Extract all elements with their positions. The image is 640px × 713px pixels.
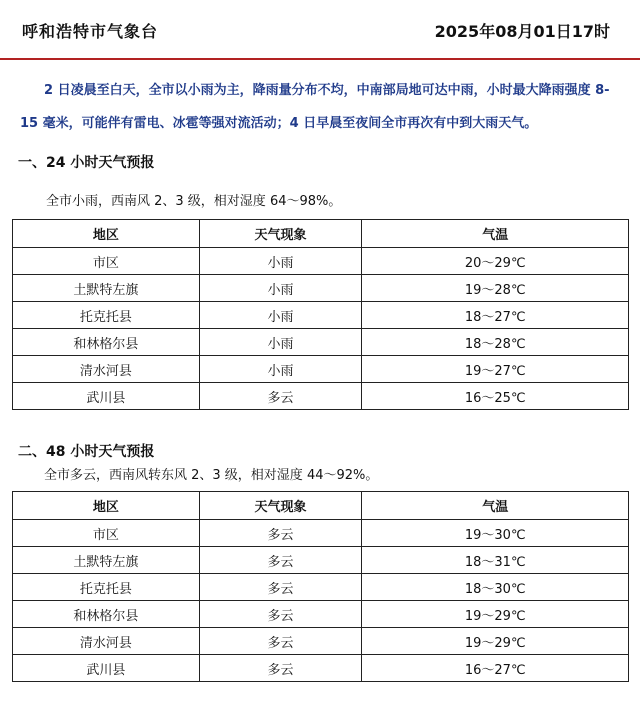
column-header-region: 地区 xyxy=(13,220,200,248)
table-row xyxy=(13,329,629,356)
column-header-temp: 气温 xyxy=(362,220,629,248)
weather-cell: 多云 xyxy=(199,520,362,547)
section-desc-48h: 全市多云，西南风转东风 2、3 级，相对湿度 44～92%。 xyxy=(44,468,379,483)
weather-cell: 多云 xyxy=(199,601,362,628)
issuing-office: 呼和浩特市气象台 xyxy=(22,22,159,41)
table-row xyxy=(13,302,629,329)
temp-cell: 19～27℃ xyxy=(362,356,629,383)
section-desc-24h: 全市小雨，西南风 2、3 级，相对湿度 64～98%。 xyxy=(46,194,342,209)
forecast-table-24h xyxy=(12,219,629,410)
region-cell: 武川县 xyxy=(13,655,200,682)
table-row xyxy=(13,601,629,628)
weather-cell: 小雨 xyxy=(199,329,362,356)
region-cell: 托克托县 xyxy=(13,302,200,329)
weather-cell: 小雨 xyxy=(199,356,362,383)
weather-cell: 多云 xyxy=(199,547,362,574)
document-header xyxy=(0,0,640,60)
region-cell: 清水河县 xyxy=(13,356,200,383)
table-row xyxy=(13,574,629,601)
temp-cell: 18～30℃ xyxy=(362,574,629,601)
section-title-48h: 二、48 小时天气预报 xyxy=(18,444,155,460)
temp-cell: 16～25℃ xyxy=(362,383,629,410)
column-header-region: 地区 xyxy=(13,492,200,520)
region-cell: 市区 xyxy=(13,520,200,547)
table-row xyxy=(13,520,629,547)
section-title-24h: 一、24 小时天气预报 xyxy=(18,155,155,171)
region-cell: 和林格尔县 xyxy=(13,329,200,356)
region-cell: 市区 xyxy=(13,248,200,275)
issue-datetime: 2025年08月01日17时 xyxy=(434,22,610,41)
table-header-row xyxy=(13,220,629,248)
region-cell: 和林格尔县 xyxy=(13,601,200,628)
column-header-weather: 天气现象 xyxy=(199,492,362,520)
region-cell: 托克托县 xyxy=(13,574,200,601)
temp-cell: 20～29℃ xyxy=(362,248,629,275)
region-cell: 清水河县 xyxy=(13,628,200,655)
weather-cell: 多云 xyxy=(199,655,362,682)
region-cell: 武川县 xyxy=(13,383,200,410)
table-row xyxy=(13,248,629,275)
table-row xyxy=(13,655,629,682)
column-header-weather: 天气现象 xyxy=(199,220,362,248)
table-row xyxy=(13,356,629,383)
weather-cell: 多云 xyxy=(199,628,362,655)
temp-cell: 19～30℃ xyxy=(362,520,629,547)
temp-cell: 19～29℃ xyxy=(362,601,629,628)
weather-cell: 多云 xyxy=(199,383,362,410)
temp-cell: 18～31℃ xyxy=(362,547,629,574)
weather-cell: 小雨 xyxy=(199,275,362,302)
table-row xyxy=(13,547,629,574)
weather-summary: 2 日凌晨至白天，全市以小雨为主，降雨量分布不均，中南部局地可达中雨，小时最大降雨强度 8-15 毫米，可能伴有雷电、冰雹等强对流活动；4 日早晨至夜间全市再次有中到大雨天气。 xyxy=(20,83,610,131)
forecast-table-48h xyxy=(12,491,629,682)
temp-cell: 18～27℃ xyxy=(362,302,629,329)
weather-cell: 小雨 xyxy=(199,302,362,329)
table-row xyxy=(13,275,629,302)
column-header-temp: 气温 xyxy=(362,492,629,520)
table-row xyxy=(13,383,629,410)
region-cell: 土默特左旗 xyxy=(13,275,200,302)
temp-cell: 16～27℃ xyxy=(362,655,629,682)
weather-cell: 多云 xyxy=(199,574,362,601)
temp-cell: 19～28℃ xyxy=(362,275,629,302)
weather-cell: 小雨 xyxy=(199,248,362,275)
table-header-row xyxy=(13,492,629,520)
temp-cell: 18～28℃ xyxy=(362,329,629,356)
temp-cell: 19～29℃ xyxy=(362,628,629,655)
table-row xyxy=(13,628,629,655)
region-cell: 土默特左旗 xyxy=(13,547,200,574)
